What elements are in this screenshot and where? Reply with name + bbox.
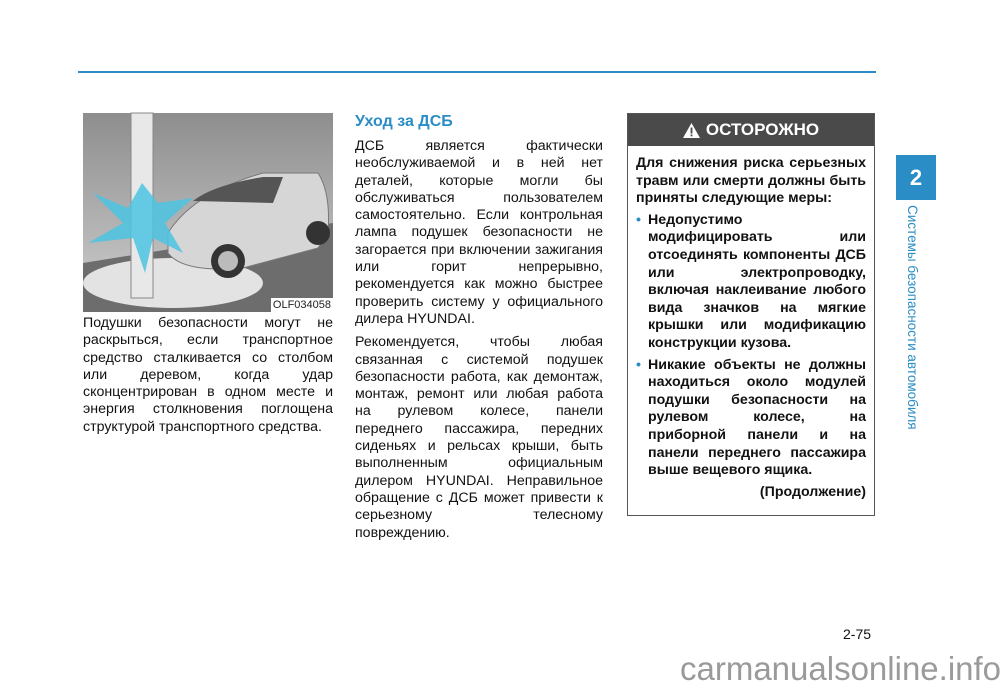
- left-column: [83, 315, 333, 442]
- chapter-title: Системы безопасности автомобиля: [905, 205, 920, 430]
- figure-code: OLF034058: [272, 299, 331, 311]
- collision-illustration: [83, 113, 333, 312]
- watermark: carmanualsonline.info: [680, 650, 1001, 687]
- paragraph: ДСБ является фактически необслуживаемой и в ней нет деталей, которые могли бы обслуживаться пользователем самостоятельно. Если контрольная лампа подушек безопасности не загорается при включении зажигания или горит непрерывно, рекомендуется как можно быстрее проверить систему у официального дилера HYUNDAI.: [355, 138, 603, 327]
- paragraph: Рекомендуется, чтобы любая связанная с системой подушек безопасности работа, как демонтаж, монтаж, ремонт или любая работа на рулевом колесе, панели переднего пассажира, передних сиденьях и рельсах крыши, быть выполненным официальным дилером HYUNDAI. Неправильное обращение с ДСБ может привести к серьезному телесному повреждению.: [355, 334, 603, 541]
- warning-item-text: Недопустимо модифицировать или отсоединять компоненты ДСБ или электропроводку, включая наклеивание любого вида значков на мягкие крышки или модификацию конструкции кузова.: [648, 211, 866, 351]
- warning-item-text: Никакие объекты не должны находиться около модулей подушки безопасности на рулевом колесе, на приборной панели и на панели переднего пассажира выше вещевого ящика.: [648, 356, 866, 479]
- warning-box: [627, 113, 875, 516]
- warning-item: [636, 212, 866, 353]
- continued-label: (Продолжение): [759, 483, 866, 500]
- warning-intro: Для снижения риска серьезных травм или смерти должны быть приняты следующие меры:: [636, 155, 866, 207]
- warning-title: ОСТОРОЖНО: [705, 120, 820, 139]
- section-heading: Уход за ДСБ: [355, 113, 453, 130]
- bullet-icon: •: [636, 356, 641, 373]
- car-pole-image: [83, 113, 333, 312]
- middle-column: [355, 112, 603, 548]
- header-rule: [78, 71, 876, 73]
- page-number: 2-75: [843, 626, 872, 642]
- chapter-tab: 2: [896, 155, 936, 200]
- left-paragraph: Подушки безопасности могут не раскрыться, если транспортное средство сталкивается со столбом или деревом, когда удар сконцентрирован в одном месте и энергия столкновения поглощена структурой транспортного средства.: [83, 315, 333, 435]
- bullet-icon: •: [636, 211, 641, 228]
- warning-item: [636, 357, 866, 480]
- warning-header: [628, 114, 874, 146]
- warning-triangle-icon: [683, 123, 700, 138]
